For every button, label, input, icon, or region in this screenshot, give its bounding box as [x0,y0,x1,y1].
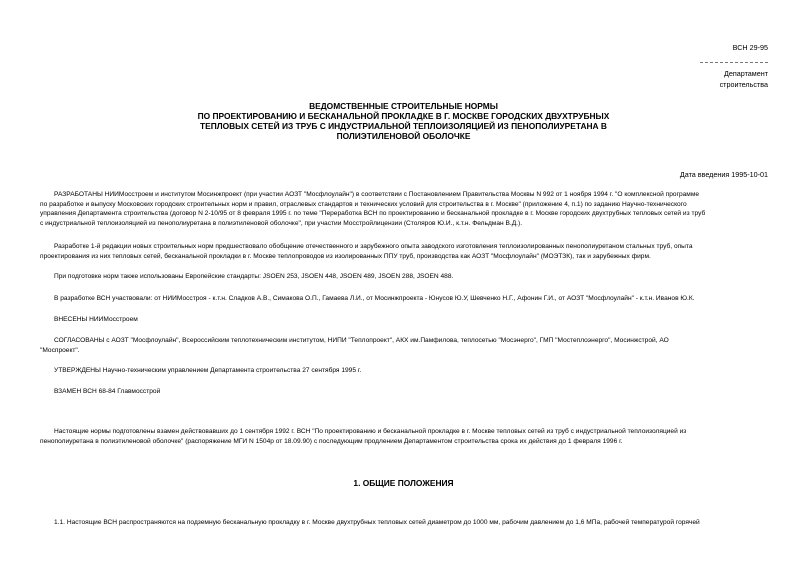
paragraph-developed [40,190,780,228]
paragraph-participants [40,294,780,304]
paragraph-standards [40,272,780,282]
introduction-date: Дата введения 1995-10-01 [679,170,768,179]
text-line: В разработке ВСН участвовали: от НИИМосстроя - к.т.н. Сладков А.В., Симакова О.П., Гамаева Л.И., от Мосинжпроекта - Юнусов Ю.У, Шевченко Н.Г., Афонин Г.И., от АОЗТ "Мосфлоулайн" - к.т.н. Иванов Ю.К. [54,295,695,302]
title-line-3: ТЕПЛОВЫХ СЕТЕЙ ИЗ ТРУБ С ИНДУСТРИАЛЬНОЙ ТЕПЛОИЗОЛЯЦИЕЙ ИЗ ПЕНОПОЛИУРЕТАНА В [200,121,607,131]
section-heading: 1. ОБЩИЕ ПОЛОЖЕНИЯ [353,478,454,488]
header-divider [700,62,768,63]
text-line: "Моспроект". [40,346,80,354]
text-line: 1.1. Настоящие ВСН распространяются на подземную бесканальную прокладку в г. Москве двухтрубных тепловых сетей диаметром до 1000 мм, рабочим давлением до 1,6 МПа, рабочей температурой горячей [54,519,700,526]
title-line-1: ВЕДОМСТВЕННЫЕ СТРОИТЕЛЬНЫЕ НОРМЫ [309,101,498,111]
text-line: управления Департамента строительства (договор N 2-10/95 от 8 февраля 1995 г. по теме "Переработка ВСН по проектированию и бесканальной прокладке в г. Москве городских двухтрубных тепловых сетей из труб [40,210,706,218]
text-line: УТВЕРЖДЕНЫ Научно-техническим управлением Департамента строительства 27 сентября 1995 г. [54,367,362,374]
paragraph-prepared-instead [40,427,780,446]
department-line-1: Департамент [723,69,768,78]
text-line: СОГЛАСОВАНЫ с АОЗТ "Мосфлоулайн", Всероссийским теплотехническим институтом, НИПИ "Теплопроект", АКХ им.Памфилова, теплосетью "Мосэнерго", ГМП "Мостеплоэнерго", Мосинжстрой, АО [54,337,669,344]
text-line: проектирования из них тепловых сетей, бесканальной прокладки в г. Москве теплопроводов из изолированных ППУ труб, производства как АОЗТ "Мосфлоулайн" (МОЭТЗК), так и зарубежных фирм. [40,252,651,260]
text-line: Разработке 1-й редакции новых строительных норм предшествовало обобщение отечественного и зарубежного опыта заводского изготовления теплоизолированных пенополиуретаном стальных труб, опыта [54,243,693,250]
text-line: Настоящие нормы подготовлены взамен действовавших до 1 сентября 1992 г. ВСН "По проектированию и бесканальной прокладке в г. Москве тепловых сетей из труб с индустриальной теплоизоляцией из [54,428,687,435]
paragraph-1-1 [40,518,780,528]
department-line-2: строительства [719,80,768,89]
paragraph-introduced [40,315,780,325]
text-line: ВНЕСЕНЫ НИИМосстроем [54,316,138,323]
text-line: пенополиуретана в полиэтиленовой оболочке" (распоряжение МГИ N 1504р от 18.09.90) с последующим продлением Департаментом строительства срока их действия до 1 февраля 1996 г. [40,437,623,445]
title-line-2: ПО ПРОЕКТИРОВАНИЮ И БЕСКАНАЛЬНОЙ ПРОКЛАДКЕ В Г. МОСКВЕ ГОРОДСКИХ ДВУХТРУБНЫХ [197,111,610,121]
paragraph-first-edition [40,242,780,261]
text-line: При подготовке норм также использованы Европейские стандарты: JSOEN 253, JSOEN 448, JSOEN 489, JSOEN 288, JSOEN 488. [54,273,454,280]
text-line: по разработке и выпуску Московских городских строительных норм и правил, отраслевых стандартов и технических условий для строительства в г. Москве" (приложение 4, п.1) по заданию Научно-технического [40,200,687,208]
paragraph-approved [40,366,780,376]
text-line: ВЗАМЕН ВСН 68-84 Главмосстрой [54,388,161,395]
title-line-4: ПОЛИЭТИЛЕНОВОЙ ОБОЛОЧКЕ [336,131,471,141]
paragraph-replaces [40,387,780,397]
text-line: РАЗРАБОТАНЫ НИИМосстроем и институтом Мосинжпроект (при участии АОЗТ "Мосфлоулайн") в соответствии с Постановлением Правительства Москвы N 992 от 1 ноября 1994 г. "О комплексной программе [54,191,700,198]
document-code: ВСН 29-95 [732,43,768,52]
text-line: с индустриальной теплоизоляцией из пенополиуретана в полиэтиленовой оболочке", при участии Мосстройлицензии (Столяров Ю.И., к.т.н. Фельдман В.Д.). [40,219,523,227]
paragraph-agreed [40,336,780,355]
